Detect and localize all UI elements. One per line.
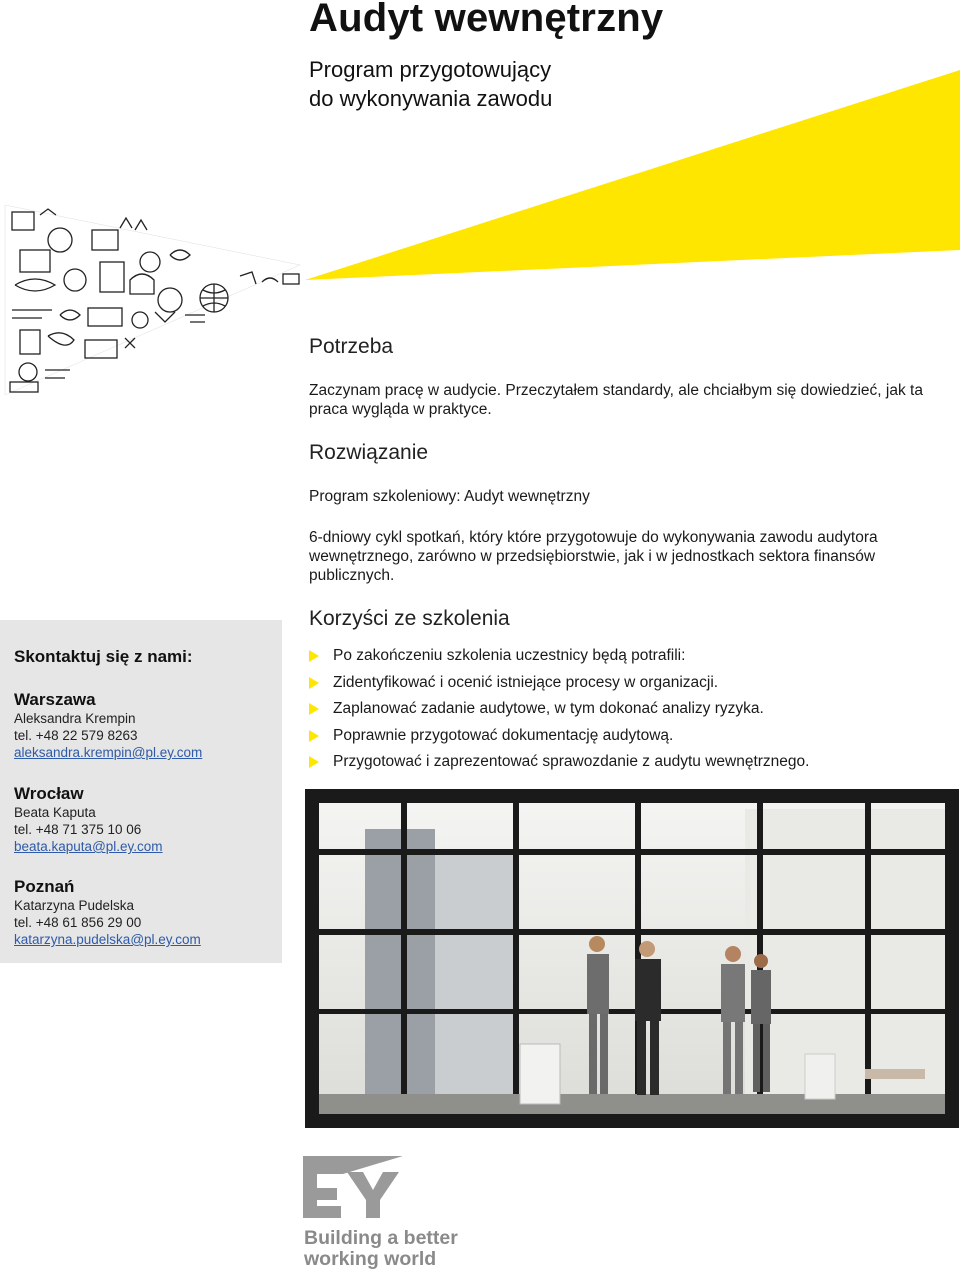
need-text: Zaczynam pracę w audycie. Przeczytałem standardy, ale chciałbym się dowiedzieć, jak ta praca wygląda w praktyce.: [309, 382, 923, 418]
contact-email-link[interactable]: beata.kaputa@pl.ey.com: [14, 839, 163, 854]
benefit-item: [309, 646, 809, 673]
contact-name: Beata Kaputa: [14, 805, 96, 820]
subtitle-line-2: do wykonywania zawodu: [309, 86, 553, 111]
triangle-bullet-icon: [309, 703, 319, 715]
office-city-poznan: Poznań: [14, 877, 75, 896]
contact-phone: tel. +48 22 579 8263: [14, 728, 138, 743]
benefits-heading: Korzyści ze szkolenia: [309, 607, 510, 630]
tagline-line-2: working world: [304, 1248, 437, 1270]
benefit-item: [309, 752, 809, 779]
benefit-item: [309, 699, 809, 726]
contact-email-link[interactable]: katarzyna.pudelska@pl.ey.com: [14, 932, 201, 947]
benefit-text: Zaplanować zadanie audytowe, w tym dokonać analizy ryzyka.: [333, 700, 764, 717]
contact-email-link[interactable]: aleksandra.krempin@pl.ey.com: [14, 745, 203, 760]
benefit-text: Poprawnie przygotować dokumentację audytową.: [333, 726, 674, 744]
page-title: Audyt wewnętrzny: [309, 0, 664, 40]
triangle-bullet-icon: [309, 730, 319, 742]
ey-tagline: [304, 1228, 458, 1270]
office-city-warszawa: Warszawa: [14, 690, 96, 709]
benefit-text: Przygotować i zaprezentować sprawozdanie z audytu wewnętrznego.: [333, 753, 810, 770]
program-description: 6-dniowy cykl spotkań, który które przygotowuje do wykonywania zawodu audytora wewnętrznego, zarówno w przedsiębiorstwie, jak i w jednostkach sektora finansów publicznych.: [309, 529, 878, 584]
triangle-bullet-icon: [309, 677, 319, 689]
benefit-item: [309, 726, 809, 753]
program-name: Program szkoleniowy: Audyt wewnętrzny: [309, 488, 590, 505]
subtitle-line-1: Program przygotowujący: [309, 57, 552, 82]
contact-name: Katarzyna Pudelska: [14, 898, 135, 913]
office-photo: [305, 789, 959, 1128]
triangle-bullet-icon: [309, 650, 319, 662]
page-subtitle: [309, 55, 552, 113]
benefit-text: Zidentyfikować i ocenić istniejące procesy w organizacji.: [333, 673, 719, 691]
need-heading: Potrzeba: [309, 335, 394, 358]
office-city-wroclaw: Wrocław: [14, 784, 84, 803]
solution-heading: Rozwiązanie: [309, 441, 429, 464]
contact-name: Aleksandra Krempin: [14, 711, 136, 726]
benefit-item: [309, 673, 809, 700]
contact-phone: tel. +48 61 856 29 00: [14, 915, 142, 930]
triangle-bullet-icon: [309, 756, 319, 768]
benefit-text: Po zakończeniu szkolenia uczestnicy będą potrafili:: [333, 647, 686, 664]
ey-logo-text: EY: [303, 1152, 305, 1153]
contact-heading: Skontaktuj się z nami:: [14, 647, 193, 666]
benefits-list: [309, 646, 809, 779]
tagline-line-1: Building a better: [304, 1227, 458, 1249]
contact-phone: tel. +48 71 375 10 06: [14, 822, 142, 837]
doodle-illustration: [5, 205, 300, 395]
